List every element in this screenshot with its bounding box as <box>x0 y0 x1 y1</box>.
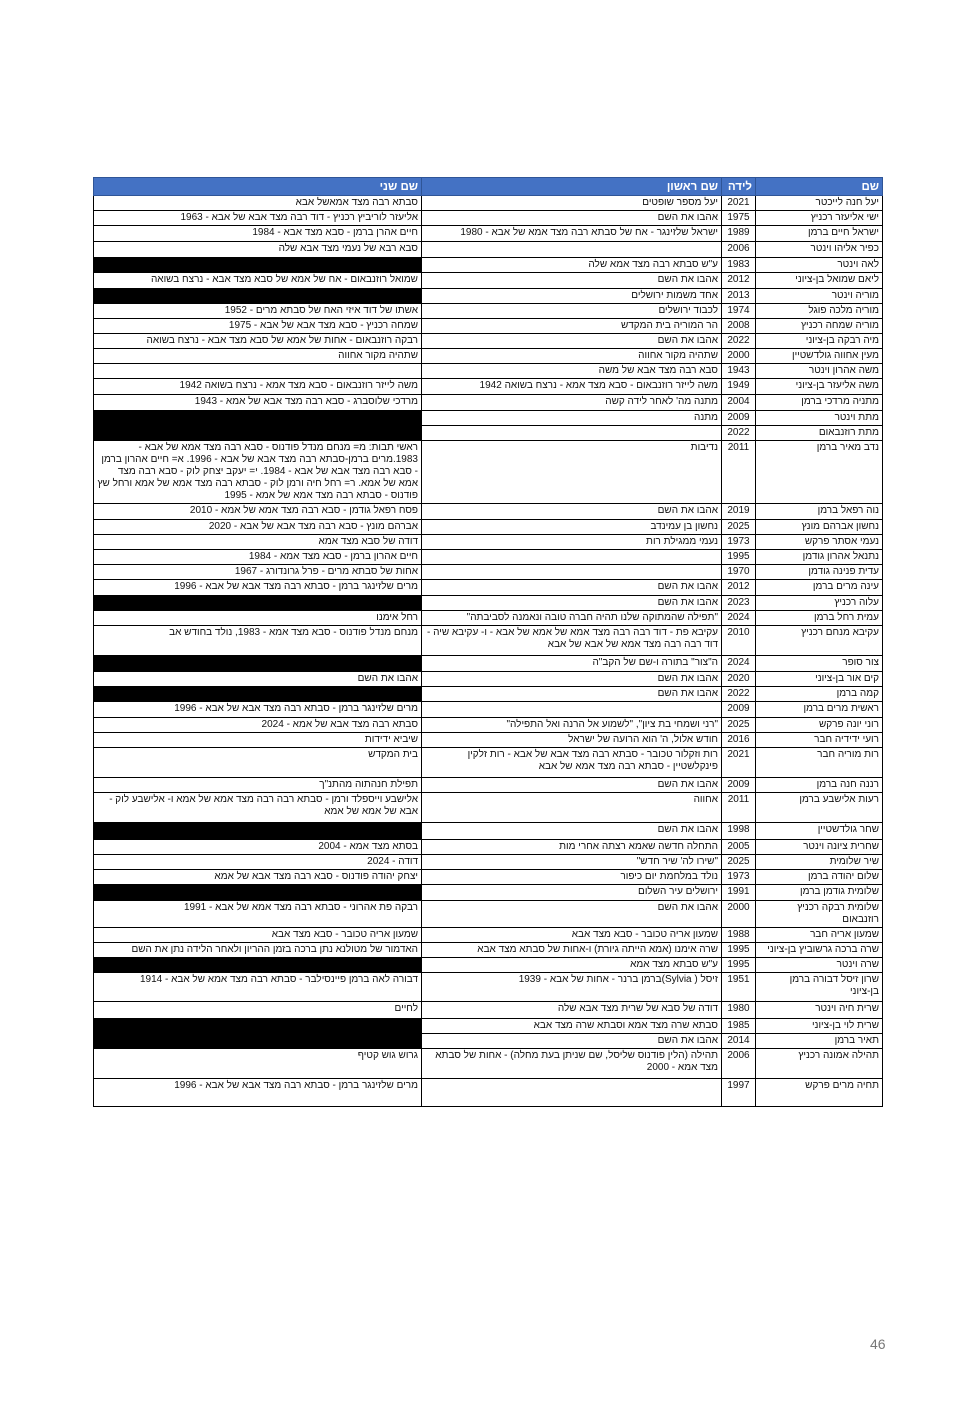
birth-year-cell: 2006 <box>722 1049 756 1079</box>
birth-year-cell: 1943 <box>722 364 756 379</box>
first-name-cell: שמעון אריה טכובר - סבא מצד אבא <box>422 928 722 943</box>
second-name-cell <box>94 885 422 901</box>
table-row <box>94 626 883 656</box>
name-cell: קמה ברמן <box>756 687 883 702</box>
name-cell: עמית רחל ברמן <box>756 611 883 626</box>
name-cell: שרון זיסל דבורה ברמן בן-ציוני <box>756 973 883 1002</box>
birth-year-cell: 1985 <box>722 1019 756 1034</box>
second-name-cell: מנחם מנדל פודנוס - סבא מצד אמא - 1983, נולד בחודש אב <box>94 626 422 656</box>
birth-year-cell: 1951 <box>722 973 756 1002</box>
second-name-cell: רבקה פת אהרוני - סבתא רבה מצד אמא של אבא - 1991 <box>94 901 422 928</box>
second-name-cell: יצחק יהודה פודנוס - סבא רבה מצד אבא של אמא <box>94 870 422 885</box>
table-row <box>94 1002 883 1019</box>
birth-year-cell: 2009 <box>722 702 756 718</box>
name-cell: רעות אלישבע ברמן <box>756 793 883 823</box>
table-row <box>94 687 883 702</box>
second-name-cell: חיים אהרן ברמן - סבא מצד אבא - 1984 <box>94 226 422 242</box>
birth-year-cell: 2000 <box>722 349 756 364</box>
first-name-cell: משה לייזר רוזנבאום - סבא מצד אמא - נרצח בשואה 1942 <box>422 379 722 395</box>
second-name-cell: מרים שלזינגר ברמן - סבתא רבה מצד אבא של אבא - 1996 <box>94 580 422 596</box>
first-name-cell <box>422 1079 722 1107</box>
name-cell: מוריה שמחה רכניץ <box>756 319 883 334</box>
name-cell: תחיה מרים פרקש <box>756 1079 883 1107</box>
second-name-cell <box>94 823 422 840</box>
table-row <box>94 1049 883 1079</box>
first-name-cell: אהבו את השם <box>422 580 722 596</box>
first-name-cell: הר המוריה בית המקדש <box>422 319 722 334</box>
first-name-cell: סבא רבה מצד אבא של משה <box>422 364 722 379</box>
name-cell: שמעון אריה חבר <box>756 928 883 943</box>
table-row <box>94 319 883 334</box>
table-row <box>94 334 883 349</box>
table-row <box>94 611 883 626</box>
name-cell: נתנאל אהרון גודמן <box>756 550 883 565</box>
second-name-cell: אברהם מונץ - סבא רבה מצד אבא של אבא - 2020 <box>94 520 422 535</box>
first-name-cell: אהבו את השם <box>422 1034 722 1049</box>
table-row <box>94 973 883 1002</box>
first-name-cell: נחשון בן עמינדב <box>422 520 722 535</box>
table-row <box>94 748 883 778</box>
table-row <box>94 289 883 304</box>
name-cell: ליאם שמואל בן-ציוני <box>756 273 883 289</box>
second-name-cell: מרדכי שלוסברג - סבא רבה מצד אבא של אמא - 1943 <box>94 395 422 411</box>
table-row <box>94 901 883 928</box>
table-row <box>94 870 883 885</box>
name-cell: נוה רפאל ברמן <box>756 504 883 520</box>
table-row <box>94 672 883 687</box>
table-row <box>94 349 883 364</box>
table-row <box>94 840 883 855</box>
table-row <box>94 1019 883 1034</box>
second-name-cell: אלישבע וייספלד ורמן - סבתא רבה רבה מצד אמא של אמא ו- אלישבע לוק - אבא של אמא של אמא <box>94 793 422 823</box>
table-row <box>94 364 883 379</box>
first-name-cell: מתנה מה' לאחר לידה קשה <box>422 395 722 411</box>
name-cell: שרית חיה וינטר <box>756 1002 883 1019</box>
birth-year-cell: 1975 <box>722 211 756 226</box>
table-row <box>94 535 883 550</box>
table-row <box>94 778 883 793</box>
table-row <box>94 379 883 395</box>
table-row <box>94 520 883 535</box>
second-name-cell <box>94 426 422 441</box>
first-name-cell: "תפילה שהמתוקה שלנו תהיה חברה טובה ונאמנה לסביבתה" <box>422 611 722 626</box>
header-first-name: שם ראשון <box>422 178 722 196</box>
birth-year-cell: 2021 <box>722 196 756 211</box>
name-cell: משה אליעזר בן-ציוני <box>756 379 883 395</box>
second-name-cell: דודה של סבא מצד אמא <box>94 535 422 550</box>
first-name-cell: נעמי ממגילת רות <box>422 535 722 550</box>
first-name-cell: ישראל שלזינגר - אח של סבתא רבה מצד אמא של אבא - 1980 <box>422 226 722 242</box>
name-cell: שרה וינטר <box>756 958 883 973</box>
first-name-cell <box>422 702 722 718</box>
birth-year-cell: 1997 <box>722 1079 756 1107</box>
birth-year-cell: 1995 <box>722 943 756 958</box>
name-cell: תאיר ברמן <box>756 1034 883 1049</box>
second-name-cell: מרים שלזינגר ברמן - סבתא רבה מצד אבא של אבא - 1996 <box>94 702 422 718</box>
table-row <box>94 943 883 958</box>
birth-year-cell: 1980 <box>722 1002 756 1019</box>
birth-year-cell: 2020 <box>722 672 756 687</box>
name-cell: שחרית ציונה וינטר <box>756 840 883 855</box>
table-row <box>94 304 883 319</box>
table-row <box>94 395 883 411</box>
first-name-cell: מתנה <box>422 411 722 426</box>
name-cell: שלום יהודה ברמן <box>756 870 883 885</box>
second-name-cell <box>94 289 422 304</box>
first-name-cell: תהילה (הלין פודנוס שליסל, שם שניתן בעת מחלה) - אחות של סבתא מצד אמא - 2000 <box>422 1049 722 1079</box>
birth-year-cell: 1991 <box>722 885 756 901</box>
first-name-cell: ירושלים עיר השלום <box>422 885 722 901</box>
second-name-cell: דבורה לאה ברמן פיינסילבר - סבתא רבה מצד אמא של אבא - 1914 <box>94 973 422 1002</box>
name-cell: צור סופר <box>756 656 883 672</box>
birth-year-cell: 1973 <box>722 870 756 885</box>
first-name-cell <box>422 565 722 580</box>
second-name-cell: מרים שלזינגר ברמן - סבתא רבה מצד אבא של אבא - 1996 <box>94 1079 422 1107</box>
birth-year-cell: 2019 <box>722 504 756 520</box>
first-name-cell: לכבוד ירושלים <box>422 304 722 319</box>
name-cell: לאה וינטר <box>756 258 883 273</box>
first-name-cell: ע"ש סבתא מצד אמא <box>422 958 722 973</box>
second-name-cell <box>94 1034 422 1049</box>
header-row <box>94 178 883 196</box>
second-name-cell <box>94 958 422 973</box>
table-row <box>94 855 883 870</box>
first-name-cell: דודה של סבא של שרית מצד אבא שלה <box>422 1002 722 1019</box>
birth-year-cell: 2025 <box>722 520 756 535</box>
birth-year-cell: 2000 <box>722 901 756 928</box>
name-cell: ראשית מרים ברמן <box>756 702 883 718</box>
name-cell: תהילה אמונה רכניץ <box>756 1049 883 1079</box>
second-name-cell <box>94 258 422 273</box>
table-row <box>94 211 883 226</box>
name-cell: שרית לוי בן-ציוני <box>756 1019 883 1034</box>
second-name-cell <box>94 656 422 672</box>
second-name-cell: שמואל רוזנבאום - אח של אמא של סבא מצד אבא - נרצח בשואה <box>94 273 422 289</box>
birth-year-cell: 2016 <box>722 733 756 748</box>
second-name-cell: אהבו את השם <box>94 672 422 687</box>
table-row <box>94 1079 883 1107</box>
table-row <box>94 733 883 748</box>
name-cell: רועי ידידיה חבר <box>756 733 883 748</box>
second-name-cell: אשתו של דוד איזי האח של סבתא מרים - 1952 <box>94 304 422 319</box>
name-cell: עקיבא מנחם רכניץ <box>756 626 883 656</box>
name-cell: עלוה רכניץ <box>756 596 883 611</box>
birth-year-cell: 2025 <box>722 855 756 870</box>
table-row <box>94 426 883 441</box>
table-row <box>94 596 883 611</box>
second-name-cell: תפילת חנהתוה מהתנ"ך <box>94 778 422 793</box>
first-name-cell: נולד במלחמת יום כיפור <box>422 870 722 885</box>
table-row <box>94 196 883 211</box>
name-cell: מתת וינטר <box>756 411 883 426</box>
birth-year-cell: 2009 <box>722 411 756 426</box>
birth-year-cell: 1989 <box>722 226 756 242</box>
second-name-cell <box>94 1019 422 1034</box>
first-name-cell: אהבו את השם <box>422 687 722 702</box>
second-name-cell: אחות של סבתא מרים - פרל גרונדורג - 1967 <box>94 565 422 580</box>
first-name-cell: אהבו את השם <box>422 504 722 520</box>
birth-year-cell: 2023 <box>722 596 756 611</box>
name-cell: מיה רבקה בן-ציוני <box>756 334 883 349</box>
table-row <box>94 885 883 901</box>
first-name-cell <box>422 550 722 565</box>
table-row <box>94 793 883 823</box>
first-name-cell: אחד משמות ירושלים <box>422 289 722 304</box>
header-name: שם <box>756 178 883 196</box>
table-row <box>94 928 883 943</box>
table-row <box>94 441 883 504</box>
birth-year-cell: 1983 <box>722 258 756 273</box>
table-row <box>94 273 883 289</box>
name-cell: מתניה מרדכי ברמן <box>756 395 883 411</box>
name-cell: נדב מאיר ברמן <box>756 441 883 504</box>
first-name-cell: אהבו את השם <box>422 901 722 928</box>
table-row <box>94 702 883 718</box>
second-name-cell: משה לייזר רוזנבאום - סבא מצד אמא - נרצח בשואה 1942 <box>94 379 422 395</box>
birth-year-cell: 2004 <box>722 395 756 411</box>
second-name-cell: סבא רבא של נעמי מצד אבא שלה <box>94 242 422 258</box>
first-name-cell: אהבו את השם <box>422 334 722 349</box>
name-cell: מעין אחווה גולדשטיין <box>756 349 883 364</box>
first-name-cell: רות וזקלור טכובר - סבתא רבה מצד אבא של אבא - רות זלקין פינקלשטיין - סבתא רבה מצד אמא של אבא <box>422 748 722 778</box>
name-cell: שחר גולדשטיין <box>756 823 883 840</box>
second-name-cell: שמחה רכניץ - סבא מצד אבא של אבא - 1975 <box>94 319 422 334</box>
birth-year-cell: 2012 <box>722 273 756 289</box>
second-name-cell: סבתא רבה מצד אמאשל אבא <box>94 196 422 211</box>
birth-year-cell: 2014 <box>722 1034 756 1049</box>
name-cell: משה אהרון וינטר <box>756 364 883 379</box>
page-number: 46 <box>870 1336 886 1352</box>
name-cell: ישי אליעזר רכניץ <box>756 211 883 226</box>
birth-year-cell: 2012 <box>722 580 756 596</box>
name-cell: רוני יונה פרקש <box>756 718 883 733</box>
header-second-name: שם שני <box>94 178 422 196</box>
second-name-cell: פסח רפאל גודמן - סבא רבה מצד אמא של אמא - 2010 <box>94 504 422 520</box>
first-name-cell: "רני ושמחי בת ציון", "לשמוע אל הרנה ואל התפילה" <box>422 718 722 733</box>
birth-year-cell: 2006 <box>722 242 756 258</box>
first-name-cell <box>422 426 722 441</box>
first-name-cell: התחלה חדשה שאמא רצתה אחרי מות <box>422 840 722 855</box>
name-cell: שלומית גודמן ברמן <box>756 885 883 901</box>
header-birth: לידה <box>722 178 756 196</box>
table-row <box>94 565 883 580</box>
second-name-cell: רבקה רוזנבאום - אחות של אמא של סבא מצד אבא - נרצח בשואה <box>94 334 422 349</box>
table-row <box>94 823 883 840</box>
name-cell: שיר שלומית <box>756 855 883 870</box>
table-row <box>94 1034 883 1049</box>
birth-year-cell: 2021 <box>722 748 756 778</box>
birth-year-cell: 1995 <box>722 958 756 973</box>
name-cell: מוריה וינטר <box>756 289 883 304</box>
birth-year-cell: 2025 <box>722 718 756 733</box>
second-name-cell: שמעון אריה טכובר - סבא מצד אבא <box>94 928 422 943</box>
first-name-cell: אחווה <box>422 793 722 823</box>
birth-year-cell: 2005 <box>722 840 756 855</box>
first-name-cell: אהבו את השם <box>422 672 722 687</box>
second-name-cell <box>94 364 422 379</box>
second-name-cell <box>94 596 422 611</box>
table-row <box>94 242 883 258</box>
first-name-cell: שרה אימנו (אמא הייתה גיורת) ו-אחות של סבתא מצד אבא <box>422 943 722 958</box>
first-name-cell: יעל מספר שופטים <box>422 196 722 211</box>
second-name-cell: לחיים <box>94 1002 422 1019</box>
birth-year-cell: 2022 <box>722 334 756 349</box>
first-name-cell <box>422 242 722 258</box>
first-name-cell: ה"צור" בתורה ו-שם של הקב"ה <box>422 656 722 672</box>
birth-year-cell: 2008 <box>722 319 756 334</box>
first-name-cell: חודש אלול, ה' הוא הרועה של ישראל <box>422 733 722 748</box>
birth-year-cell: 1973 <box>722 535 756 550</box>
second-name-cell: דודה - 2024 <box>94 855 422 870</box>
second-name-cell: סבתא רבה מצד אבא של אמא - 2024 <box>94 718 422 733</box>
second-name-cell: שיביא ידידות <box>94 733 422 748</box>
second-name-cell: חיים אהרון ברמן - סבא מצד אמא - 1984 <box>94 550 422 565</box>
birth-year-cell: 1995 <box>722 550 756 565</box>
first-name-cell: סבתא שרה מצד אמא וסבתא שרה מצד אבא <box>422 1019 722 1034</box>
first-name-cell: זיסל ( Sylvia)ברמן ברנר - אחות של אבא - 1939 <box>422 973 722 1002</box>
second-name-cell: בסתא מצד אמא - 2004 <box>94 840 422 855</box>
birth-year-cell: 2022 <box>722 687 756 702</box>
second-name-cell <box>94 687 422 702</box>
names-table <box>93 177 883 1107</box>
birth-year-cell: 2011 <box>722 793 756 823</box>
first-name-cell: אהבו את השם <box>422 273 722 289</box>
name-cell: מוריה מלכה פוגל <box>756 304 883 319</box>
first-name-cell: אהבו את השם <box>422 596 722 611</box>
name-cell: רות מוריה חבר <box>756 748 883 778</box>
second-name-cell: האדמור של מטולנא נתן ברכה בזמן ההריון ולאחר הלידה נתן את השם <box>94 943 422 958</box>
birth-year-cell: 2022 <box>722 426 756 441</box>
birth-year-cell: 1988 <box>722 928 756 943</box>
second-name-cell: רחל אימנו <box>94 611 422 626</box>
table-row <box>94 258 883 273</box>
table-row <box>94 580 883 596</box>
name-cell: שרה ברכה גרשוביץ בן-ציוני <box>756 943 883 958</box>
name-cell: נחשון אברהם מונץ <box>756 520 883 535</box>
table-row <box>94 226 883 242</box>
table-row <box>94 504 883 520</box>
name-cell: עינה מרים ברמן <box>756 580 883 596</box>
birth-year-cell: 1974 <box>722 304 756 319</box>
name-cell: עדית פנינה גודמן <box>756 565 883 580</box>
second-name-cell: אליעזר לוריביץ רכניץ - דוד רבה מצד אבא של אבא - 1963 <box>94 211 422 226</box>
birth-year-cell: 2011 <box>722 441 756 504</box>
birth-year-cell: 2024 <box>722 656 756 672</box>
birth-year-cell: 2009 <box>722 778 756 793</box>
name-cell: כפיר אליהו וינטר <box>756 242 883 258</box>
name-cell: רננה חנה ברמן <box>756 778 883 793</box>
name-cell: נעמי אסתר פרקש <box>756 535 883 550</box>
birth-year-cell: 2010 <box>722 626 756 656</box>
birth-year-cell: 2024 <box>722 611 756 626</box>
table-row <box>94 656 883 672</box>
second-name-cell: גרוש גוש קטיף <box>94 1049 422 1079</box>
first-name-cell: עקיבא פת - דוד רבה רבה מצד אמא של אמא של אבא - ו- עקיבא שיה - דוד רבה רבה מצד אמא של אבא של אבא <box>422 626 722 656</box>
first-name-cell: אהבו את השם <box>422 211 722 226</box>
name-cell: קים אור בן-ציוני <box>756 672 883 687</box>
first-name-cell: "שירו לה' שיר חדש" <box>422 855 722 870</box>
first-name-cell: אהבו את השם <box>422 823 722 840</box>
name-cell: שלומית רבקה רכניץ רוזנבאום <box>756 901 883 928</box>
second-name-cell: שתהיה מקור אחווה <box>94 349 422 364</box>
second-name-cell <box>94 411 422 426</box>
table-row <box>94 958 883 973</box>
first-name-cell: ע"ש סבתא רבה מצד אמא שלה <box>422 258 722 273</box>
birth-year-cell: 2013 <box>722 289 756 304</box>
table-row <box>94 550 883 565</box>
first-name-cell: נדיבות <box>422 441 722 504</box>
name-cell: מתת רוזנבאום <box>756 426 883 441</box>
table-row <box>94 411 883 426</box>
name-cell: ישראל חיים ברמן <box>756 226 883 242</box>
first-name-cell: אהבו את השם <box>422 778 722 793</box>
second-name-cell: בית המקדש <box>94 748 422 778</box>
table-body <box>94 196 883 1107</box>
first-name-cell: שתהיה מקור אחווה <box>422 349 722 364</box>
second-name-cell: ראשי תבות: מ= מנחם מנדל פודנוס - סבא רבה מצד אמא של אבא - 1983.מרים ברמן-סבתא רבה מצד אבא של אבא - 1996. א= חיים אהרון ברמן - סבא רבה מצד אבא של אבא - 1984. י= יעקב יצחק לוק - סבא רבה מצד אמא של אמא. ר= רחל חיה ורמן לוק - סבתא רבה מצד אמא של אמא ורחל שץ פודנוס - סבתא רבה מצד אמא של אמא - 1995 <box>94 441 422 504</box>
birth-year-cell: 1949 <box>722 379 756 395</box>
birth-year-cell: 1970 <box>722 565 756 580</box>
table-row <box>94 718 883 733</box>
birth-year-cell: 1998 <box>722 823 756 840</box>
name-cell: יעל חנה לייכטר <box>756 196 883 211</box>
